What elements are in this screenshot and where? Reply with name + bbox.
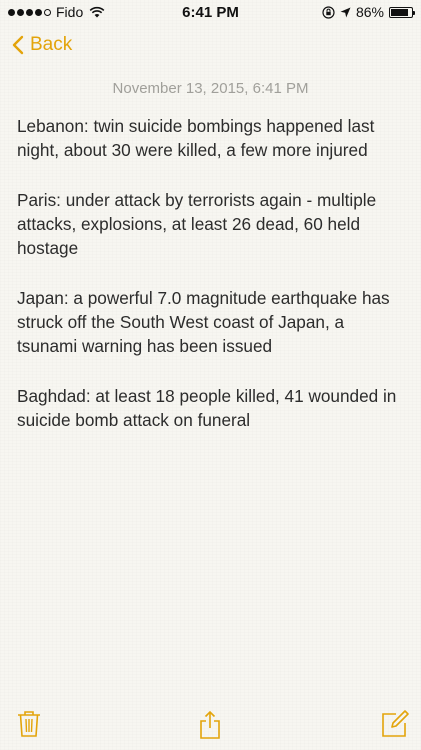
share-button[interactable] — [199, 710, 221, 745]
note-date: November 13, 2015, 6:41 PM — [112, 80, 309, 97]
back-label: Back — [30, 34, 73, 55]
note-paragraph: Japan: a powerful 7.0 magnitude earthquake has struck off the South West coast of Japan, a tsunami warning has been issued — [17, 288, 390, 356]
trash-icon — [17, 710, 41, 738]
status-time: 6:41 PM — [182, 4, 239, 21]
delete-button[interactable] — [17, 710, 41, 743]
chevron-left-icon — [12, 35, 24, 55]
back-button[interactable] — [12, 34, 72, 56]
battery-icon — [389, 7, 413, 18]
share-icon — [199, 710, 221, 740]
note-paragraph: Lebanon: twin suicide bombings happened last night, about 30 were killed, a few more injured — [17, 116, 375, 160]
compose-icon — [381, 710, 409, 738]
battery-fill — [391, 9, 408, 16]
compose-button[interactable] — [381, 710, 409, 743]
note-body[interactable] — [17, 114, 409, 458]
carrier-name: Fido — [56, 4, 84, 20]
bottom-toolbar — [0, 700, 421, 750]
rotation-lock-icon — [322, 6, 335, 19]
location-arrow-icon — [340, 7, 351, 18]
status-bar — [0, 0, 421, 24]
note-paragraph: Baghdad: at least 18 people killed, 41 wounded in suicide bomb attack on funeral — [17, 386, 397, 430]
status-right — [322, 4, 413, 20]
battery-percent: 86% — [355, 4, 384, 20]
note-paragraph: Paris: under attack by terrorists again - multiple attacks, explosions, at least 26 dead, 60 held hostage — [17, 190, 377, 258]
